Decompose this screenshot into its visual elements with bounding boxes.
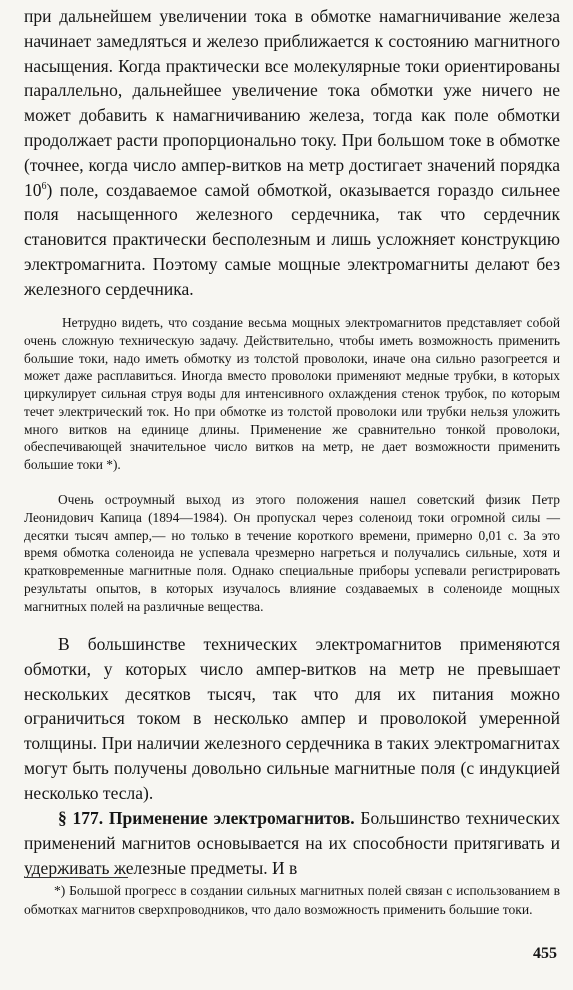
- paragraph-text: при дальнейшем увеличении тока в обмотке намагничивание железа начинает замедляться и железо приближается к состоянию магнитного насыщения. Когда практически все молекулярные токи ориентированы параллельно, дальнейшее увеличение тока обмотки уже ничего не может добавить к намагничиванию железа, тогда как поле обмотки продолжает расти пропорционально току. При большом токе в обмотке (точнее, когда число ампер-витков на метр достигает значений порядка 10: [24, 6, 560, 200]
- paragraph-text: ) поле, создаваемое самой обмоткой, оказывается гораздо сильнее поля насыщенного железного сердечника, так что сердечник становится практически бесполезным и лишь усложняет конструкцию электромагнита. Поэтому самые мощные электромагниты делают без железного сердечника.: [24, 179, 560, 299]
- small-paragraph-difficulty: Нетрудно видеть, что создание весьма мощных электромагнитов представляет собой очень сложную техническую задачу. Действительно, чтобы иметь возможность применить большие токи, надо иметь обмотку из толстой проволоки, иначе она сильно разогреется и может даже расплавиться. Иногда вместо проволоки применяют медные трубки, в которых циркулирует сильная струя воды для интенсивного охлаждения стенок трубок, по которым течет электрический ток. Но при обмотке из толстой проволоки или трубки нельзя уложить много витков на единице длины. Применение же сравнительно тонкой проволоки, обеспечивающей значительное число витков на метр, не дает возможности применить большие токи *).: [24, 315, 560, 472]
- small-paragraph-kapitsa: Очень остроумный выход из этого положения нашел советский физик Петр Леонидович Капица (1894—1984). Он пропускал через соленоид токи огромной силы — десятки тысяч ампер,— но только в течение короткого времени, примерно 0,01 с. За это время обмотка соленоида не успевала чрезмерно нагреться и получались сильные, хотя и кратковременные магнитные поля. Однако специальные приборы успевали регистрировать результаты опытов, в которых изучалось влияние создаваемых в соленоиде мощных магнитных полей на различные вещества.: [24, 492, 560, 614]
- exponent: 6: [41, 180, 47, 192]
- section-177: [24, 806, 560, 880]
- section-text: Большинство технических применений магнитов основывается на их способности притягивать и удерживать железные предметы. И в: [24, 808, 561, 878]
- paragraph-technical-electromagnets: В большинстве технических электромагнитов применяются обмотки, у которых число ампер-витков на метр не превышает нескольких десятков тысяч, так что для их питания можно ограничиться током в несколько ампер и проволокой умеренной толщины. При наличии железного сердечника в таких электромагнитах могут быть получены довольно сильные магнитные поля (с индукцией несколько тесла).: [24, 634, 560, 803]
- footnote-divider: [24, 877, 128, 878]
- section-number: § 177.: [58, 808, 104, 828]
- paragraph-saturation: [24, 4, 560, 302]
- page-number: 455: [533, 945, 557, 962]
- footnote: *) Большой прогресс в создании сильных магнитных полей связан с использованием в обмотках магнитов сверхпроводников, что дало возможность применить большие токи.: [24, 883, 560, 917]
- section-title: Применение электромагнитов.: [108, 808, 355, 828]
